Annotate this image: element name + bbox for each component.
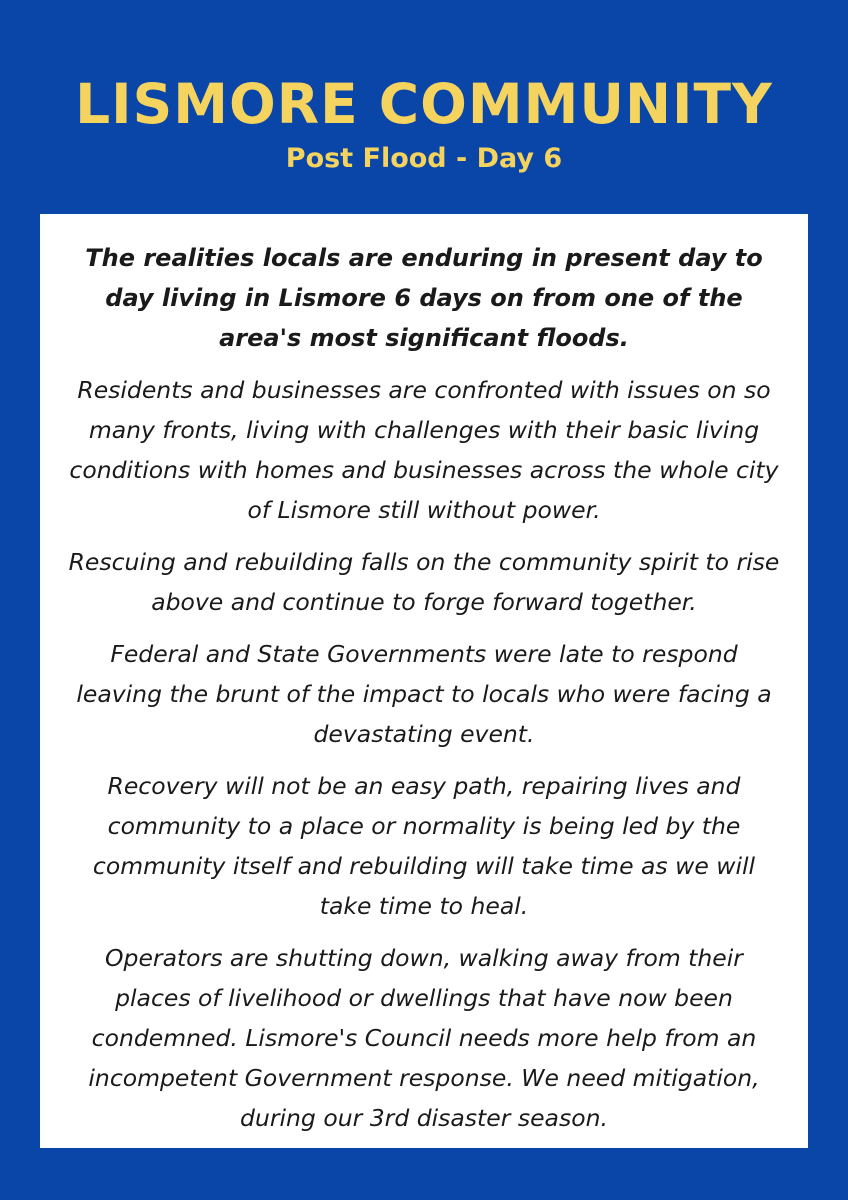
body-paragraph: Rescuing and rebuilding falls on the community spirit to rise above and continue to forge forward together.	[68, 548, 780, 616]
page-title: LISMORE COMMUNITY	[75, 71, 773, 136]
body-paragraph: Residents and businesses are confronted with issues on so many fronts, living with challenges with their basic living conditions with homes and businesses across the whole city of Lismore still without power.	[69, 376, 779, 524]
page-subtitle: Post Flood - Day 6	[285, 143, 563, 174]
content-card	[40, 214, 808, 1148]
body-paragraph: Recovery will not be an easy path, repairing lives and community to a place or normality is being led by the community itself and rebuilding will take time as we will take time to heal.	[92, 772, 756, 920]
body-paragraph: Operators are shutting down, walking away from their places of livelihood or dwellings that have now been condemned. Lismore's Council needs more help from an incompetent Government response. We need mitigation, during our 3rd disaster season.	[88, 944, 760, 1132]
body-paragraph: Federal and State Governments were late to respond leaving the brunt of the impact to locals who were facing a devastating event.	[76, 640, 772, 748]
lead-paragraph: The realities locals are enduring in present day to day living in Lismore 6 days on from one of the area's most significant floods.	[85, 244, 763, 352]
